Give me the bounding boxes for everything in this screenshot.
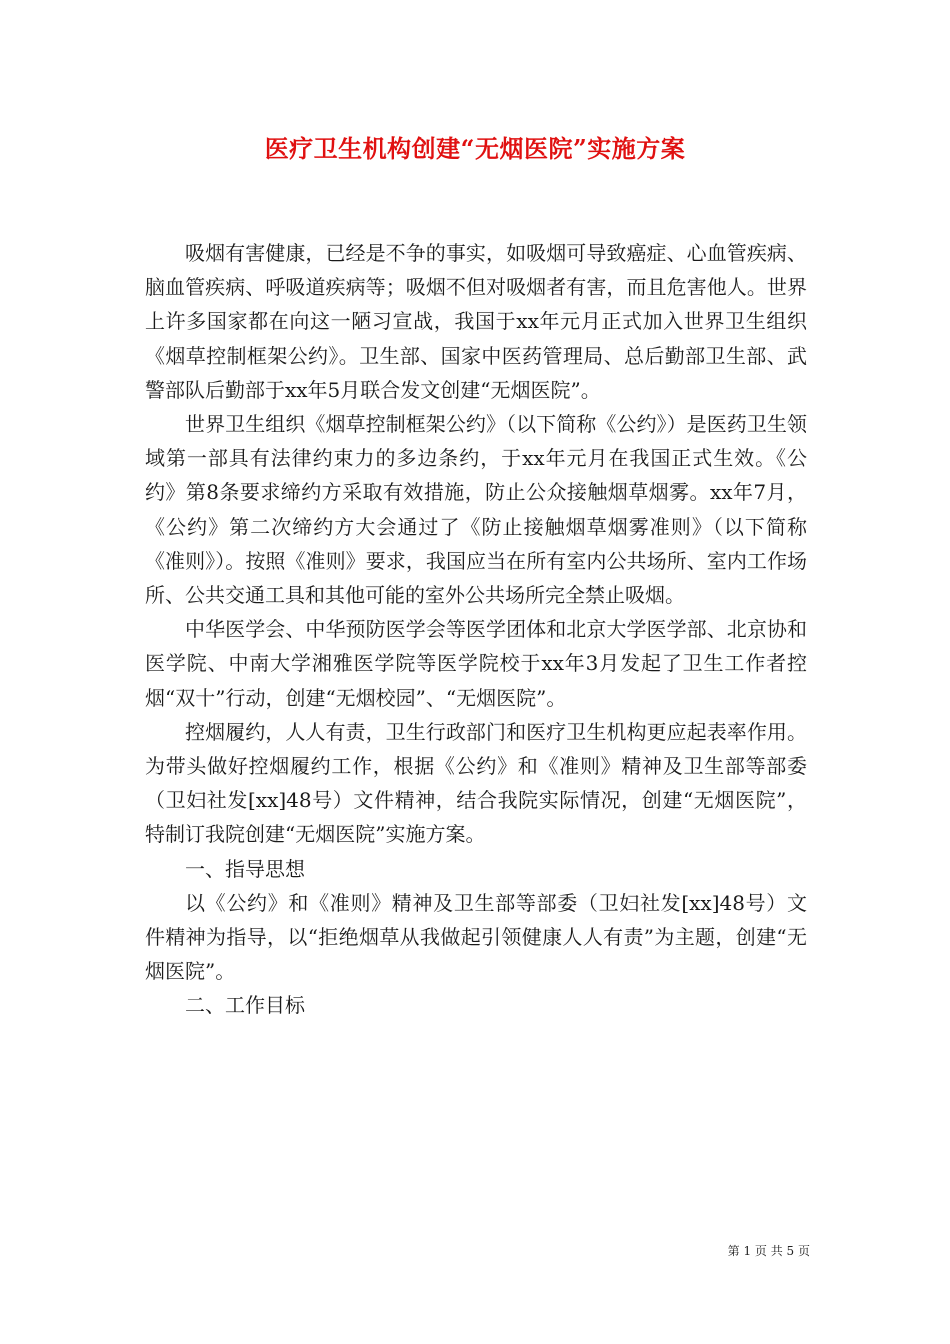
document-body xyxy=(145,236,807,1023)
document-title: 医疗卫生机构创建“无烟医院”实施方案 xyxy=(264,134,686,163)
section-heading-work-goals: 二、工作目标 xyxy=(185,993,305,1018)
paragraph-double-ten-action: 中华医学会、中华预防医学会等医学团体和北京大学医学部、北京协和医学院、中南大学湘雅医学院等医学院校于xx年3月发起了卫生工作者控烟“双十”行动，创建“无烟校园”、“无烟医院”。 xyxy=(145,617,807,710)
paragraph-responsibility: 控烟履约，人人有责，卫生行政部门和医疗卫生机构更应起表率作用。为带头做好控烟履约工作，根据《公约》和《准则》精神及卫生部等部委（卫妇社发[xx]48号）文件精神，结合我院实际情况，创建“无烟医院”，特制订我院创建“无烟医院”实施方案。 xyxy=(145,719,807,847)
paragraph-convention: 世界卫生组织《烟草控制框架公约》（以下简称《公约》）是医药卫生领域第一部具有法律约束力的多边条约，于xx年元月在我国正式生效。《公约》第8条要求缔约方采取有效措施，防止公众接触烟草烟雾。xx年7月，《公约》第二次缔约方大会通过了《防止接触烟草烟雾准则》（以下简称《准则》）。按照《准则》要求，我国应当在所有室内公共场所、室内工作场所、公共交通工具和其他可能的室外公共场所完全禁止吸烟。 xyxy=(145,412,807,608)
section-heading-guiding-ideology: 一、指导思想 xyxy=(185,856,305,881)
paragraph-intro: 吸烟有害健康，已经是不争的事实，如吸烟可导致癌症、心血管疾病、脑血管疾病、呼吸道疾病等；吸烟不但对吸烟者有害，而且危害他人。世界上许多国家都在向这一陋习宣战，我国于xx年元月正式加入世界卫生组织《烟草控制框架公约》。卫生部、国家中医药管理局、总后勤部卫生部、武警部队后勤部于xx年5月联合发文创建“无烟医院”。 xyxy=(145,241,807,402)
paragraph-guiding-ideology: 以《公约》和《准则》精神及卫生部等部委（卫妇社发[xx]48号）文件精神为指导，以“拒绝烟草从我做起引领健康人人有责”为主题，创建“无烟医院”。 xyxy=(145,890,807,984)
page-number-footer: 第 1 页 共 5 页 xyxy=(727,1244,810,1258)
